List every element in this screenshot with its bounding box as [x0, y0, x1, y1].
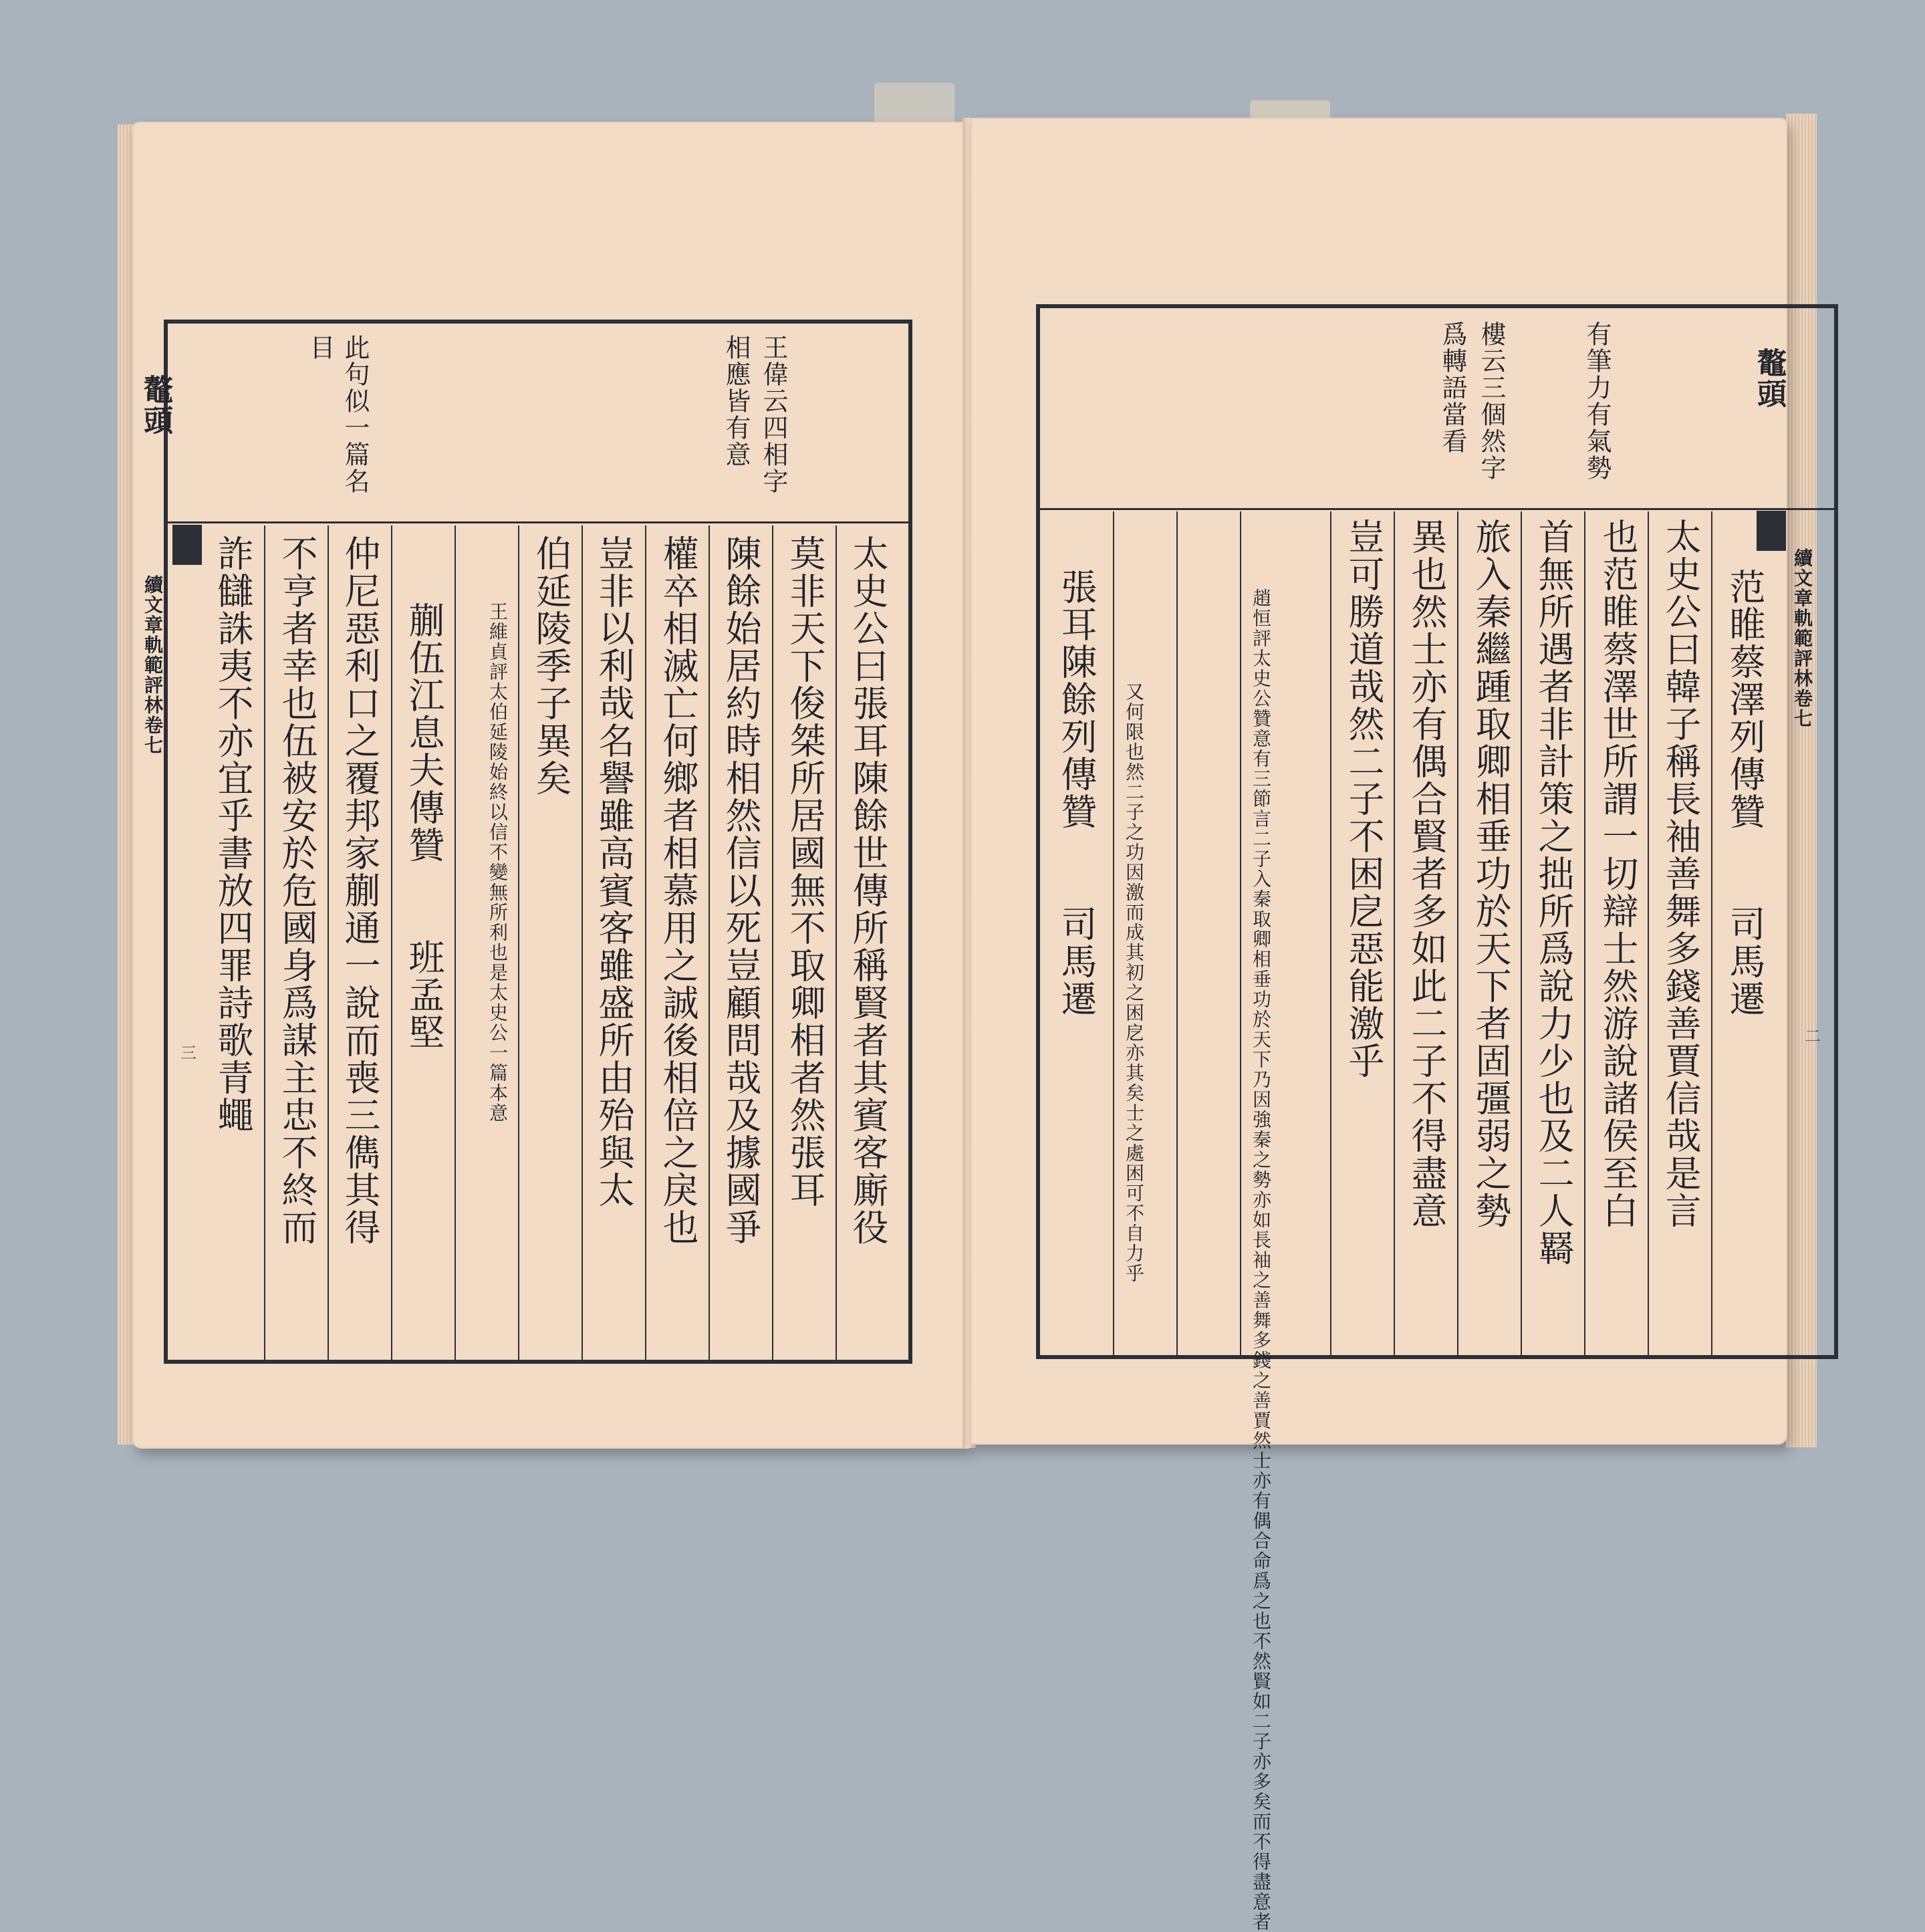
- text-column: 旅入秦繼踵取卿相垂功於天下者固彊弱之勢: [1470, 518, 1512, 1229]
- column-rule: [772, 525, 773, 1361]
- text-column: 也范睢蔡澤世所謂一切辯士然游說諸侯至白: [1597, 518, 1639, 1229]
- text-column: 仲尼惡利口之覆邦家蒯通一說而喪三儁其得: [339, 535, 381, 1246]
- section-title: 蒯伍江息夫傳贊 班孟堅: [403, 602, 445, 1051]
- column-rule: [328, 525, 329, 1361]
- commentary-column: 王維貞評太伯延陵始終以信不變無所利也是太史公一篇本意: [487, 602, 509, 1123]
- column-rule: [1394, 511, 1395, 1355]
- folio-number-right: 二: [1805, 1027, 1821, 1046]
- headnote: 樓云三個然字: [1477, 321, 1506, 481]
- headnote: 此句似一篇名: [340, 334, 370, 495]
- column-rule: [1113, 511, 1114, 1355]
- text-column: 陳餘始居約時相然信以死豈顧問哉及據國爭: [720, 535, 762, 1246]
- fish-tail-mark: [172, 525, 202, 565]
- headnote: 有筆力有氣勢: [1582, 321, 1612, 481]
- text-column: 異也然士亦有偶合賢者多如此二子不得盡意: [1406, 518, 1448, 1229]
- headnote: 爲轉語當看: [1438, 321, 1467, 455]
- column-rule: [1176, 511, 1178, 1355]
- text-column: 伯延陵季子異矣: [530, 535, 572, 797]
- right-header-divider: [1036, 508, 1838, 510]
- column-rule: [1457, 511, 1458, 1355]
- text-column: 太史公曰張耳陳餘世傳所稱賢者其賓客廝役: [847, 535, 889, 1246]
- section-title: 張耳陳餘列傳贊 司馬遷: [1055, 568, 1098, 1017]
- ear-label-left: 鼇頭: [138, 374, 172, 436]
- folio-number-left: 三: [180, 1044, 197, 1062]
- ear-label-right: 鼇頭: [1752, 348, 1786, 409]
- running-title-left: 續文章軌範評林卷七: [142, 575, 164, 755]
- column-rule: [1648, 511, 1649, 1355]
- column-rule: [1330, 511, 1331, 1355]
- column-rule: [1584, 511, 1585, 1355]
- text-column: 豈可勝道哉然二子不困戹惡能激乎: [1343, 518, 1385, 1080]
- text-column: 莫非天下俊桀所居國無不取卿相者然張耳: [784, 535, 826, 1209]
- commentary-column: 趙恒評太史公贊意有三節言二子入秦取卿相垂功於天下乃因強秦之勢亦如長袖之善舞多錢之善賈然士亦有偶合命爲之也不然賢如二子亦多矣而不得盡意者: [1250, 588, 1272, 1932]
- running-title-right: 續文章軌範評林卷七: [1791, 548, 1813, 729]
- text-column: 詐讎誅夷不亦宜乎書放四罪詩歌青蠅: [212, 535, 254, 1134]
- column-rule: [455, 525, 456, 1361]
- left-header-divider: [164, 521, 912, 523]
- text-column: 豈非以利哉名譽雖高賓客雖盛所由殆與太: [593, 535, 635, 1209]
- column-rule: [1240, 511, 1241, 1355]
- commentary-column: 又何限也然二子之功因激而成其初之困戹亦其矣士之處困可不自力乎: [1123, 682, 1145, 1284]
- column-rule: [391, 525, 392, 1361]
- column-rule: [518, 525, 519, 1361]
- text-column: 權卒相滅亡何鄉者相慕用之誠後相倍之戾也: [657, 535, 699, 1246]
- fish-tail-mark: [1757, 511, 1786, 551]
- column-rule: [582, 525, 583, 1361]
- column-rule: [645, 525, 646, 1361]
- column-rule: [1711, 511, 1712, 1355]
- text-column: 不亨者幸也伍被安於危國身爲謀主忠不終而: [276, 535, 318, 1246]
- headnote: 相應皆有意: [721, 334, 751, 468]
- column-rule: [836, 525, 837, 1361]
- text-column: 太史公曰韓子稱長袖善舞多錢善賈信哉是言: [1660, 518, 1702, 1229]
- column-rule: [1521, 511, 1522, 1355]
- section-title: 范睢蔡澤列傳贊 司馬遷: [1724, 568, 1766, 1017]
- column-rule: [709, 525, 710, 1361]
- headnote: 目: [305, 334, 335, 361]
- column-rule: [264, 525, 265, 1361]
- text-column: 首無所遇者非計策之拙所爲說力少也及二人羇: [1533, 518, 1575, 1267]
- headnote: 王偉云四相字: [759, 334, 788, 495]
